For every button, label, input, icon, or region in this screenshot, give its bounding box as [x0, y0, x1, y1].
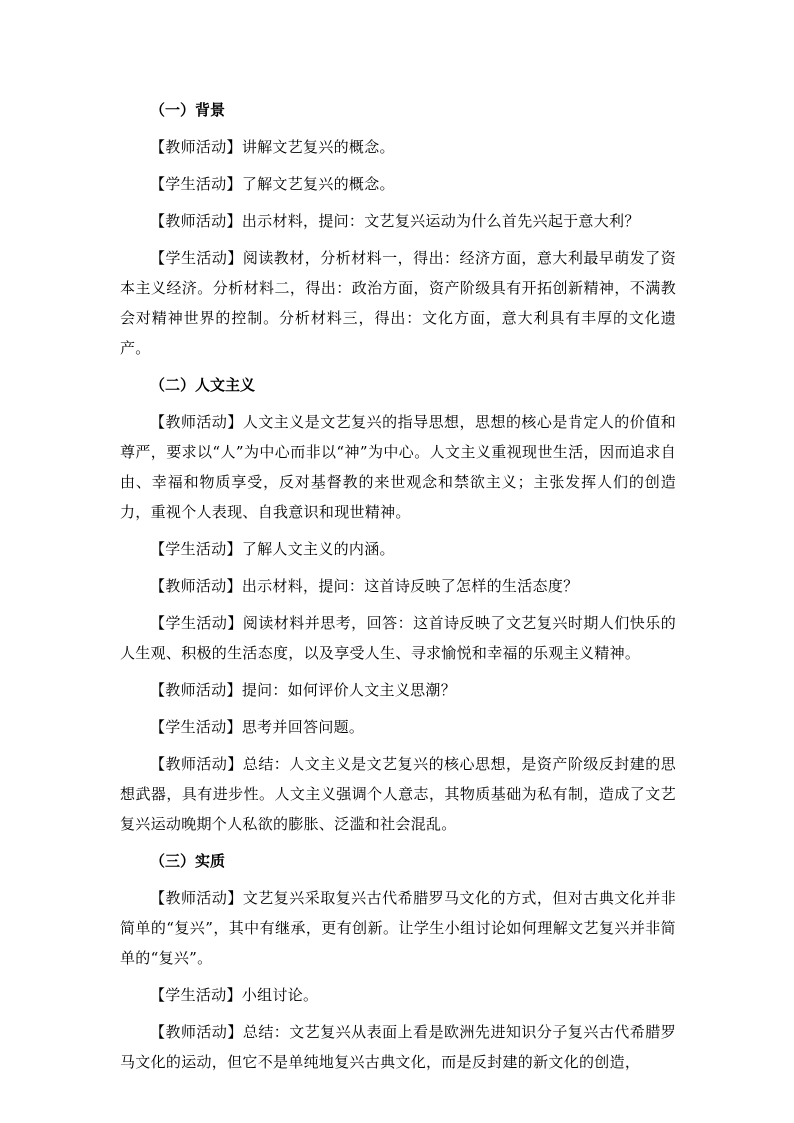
paragraph-text: 思考并回答问题。 — [241, 718, 365, 736]
paragraph — [120, 749, 676, 839]
paragraph-text: 了解人文主义的内涵。 — [241, 540, 395, 558]
paragraph-text: 阅读教材，分析材料一，得出：经济方面，意大利最早萌发了资本主义经济。分析材料二，得出：政治方面，资产阶级具有开拓创新精神，不满教会对精神世界的控制。分析材料三，得出：文化方面，意大利具有丰厚的文化遗产。 — [120, 249, 676, 357]
paragraph — [120, 712, 676, 742]
activity-tag: 【教师活动】 — [150, 212, 242, 230]
activity-tag: 【教师活动】 — [150, 138, 242, 156]
paragraph — [120, 169, 676, 199]
activity-tag: 【学生活动】 — [150, 718, 242, 736]
paragraph-text: 小组讨论。 — [241, 986, 319, 1004]
activity-tag: 【学生活动】 — [150, 986, 242, 1004]
paragraph-text: 人文主义是文艺复兴的指导思想，思想的核心是肯定人的价值和尊严，要求以“人”为中心而非以“神”为中心。人文主义重视现世生活，因而追求自由、幸福和物质享受，反对基督教的来世观念和禁欲主义；主张发挥人们的创造力，重视个人表现、自我意识和现世精神。 — [120, 413, 676, 521]
paragraph — [120, 608, 676, 668]
paragraph-text: 文艺复兴采取复兴古代希腊罗马文化的方式，但对古典文化并非简单的“复兴”，其中有继承，更有创新。让学生小组讨论如何理解文艺复兴并非简单的“复兴”。 — [120, 889, 676, 967]
paragraph-text: 出示材料，提问：文艺复兴运动为什么首先兴起于意大利？ — [241, 212, 640, 230]
activity-tag: 【教师活动】 — [150, 1023, 243, 1041]
document-body — [120, 95, 676, 1084]
activity-tag: 【学生活动】 — [150, 540, 242, 558]
section-heading-background: （一）背景 — [150, 101, 226, 119]
paragraph — [120, 206, 676, 236]
paragraph-text: 总结：文艺复兴从表面上看是欧洲先进知识分子复兴古代希腊罗马文化的运动，但它不是单纯地复兴古典文化，而是反封建的新文化的创造， — [120, 1023, 676, 1071]
paragraph-text: 提问：如何评价人文主义思潮？ — [241, 681, 457, 699]
paragraph — [120, 407, 676, 527]
paragraph-text: 讲解文艺复兴的概念。 — [241, 138, 395, 156]
activity-tag: 【学生活动】 — [150, 614, 243, 632]
paragraph — [120, 675, 676, 705]
activity-tag: 【教师活动】 — [150, 681, 242, 699]
activity-tag: 【教师活动】 — [150, 755, 243, 773]
paragraph — [120, 132, 676, 162]
paragraph — [120, 1017, 676, 1077]
activity-tag: 【学生活动】 — [150, 249, 243, 267]
paragraph — [120, 243, 676, 363]
paragraph — [120, 571, 676, 601]
paragraph-text: 阅读材料并思考，回答：这首诗反映了文艺复兴时期人们快乐的人生观、积极的生活态度，以及享受人生、寻求愉悦和幸福的乐观主义精神。 — [120, 614, 676, 662]
section-heading-humanism: （二）人文主义 — [150, 376, 256, 394]
paragraph-text: 了解文艺复兴的概念。 — [241, 175, 395, 193]
activity-tag: 【教师活动】 — [150, 413, 243, 431]
section-heading-essence: （三）实质 — [150, 852, 226, 870]
paragraph — [120, 534, 676, 564]
paragraph-text: 出示材料，提问：这首诗反映了怎样的生活态度？ — [241, 577, 579, 595]
activity-tag: 【教师活动】 — [150, 889, 243, 907]
paragraph — [120, 980, 676, 1010]
activity-tag: 【学生活动】 — [150, 175, 242, 193]
paragraph — [120, 883, 676, 973]
paragraph-text: 总结：人文主义是文艺复兴的核心思想，是资产阶级反封建的思想武器，具有进步性。人文主义强调个人意志，其物质基础为私有制，造成了文艺复兴运动晚期个人私欲的膨胀、泛滥和社会混乱。 — [120, 755, 676, 833]
activity-tag: 【教师活动】 — [150, 577, 242, 595]
